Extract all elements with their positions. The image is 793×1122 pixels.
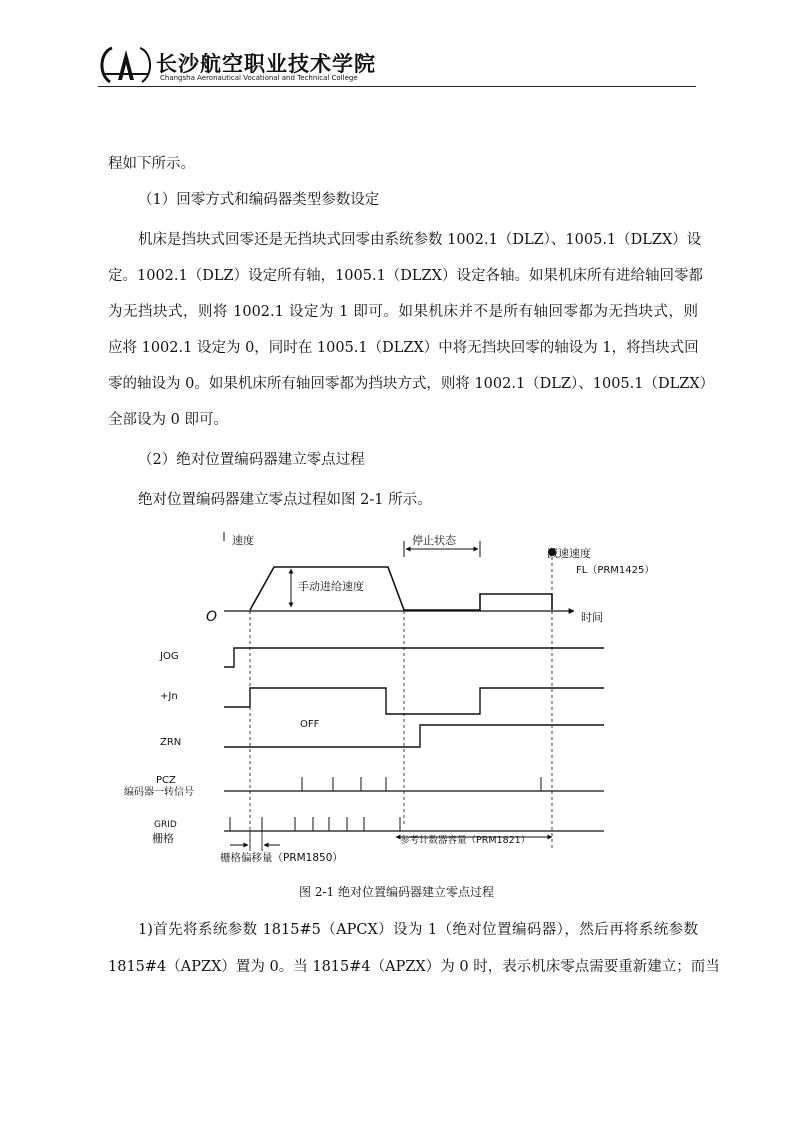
decel-speed-label: 减速速度	[547, 547, 591, 560]
zrn-signal	[224, 725, 604, 747]
grid-cn-label: 栅格	[152, 832, 174, 845]
section-heading-2: （2）绝对位置编码器建立零点过程	[138, 452, 365, 468]
paragraph-1: 程如下所示。	[108, 156, 195, 172]
paragraph-4-line-2: 1815#4（APZX）置为 0。当 1815#4（APZX）为 0 时，表示机床零点需要重新建立；而当	[108, 959, 720, 975]
college-logo-icon	[98, 44, 154, 84]
fl-param-label: FL（PRM1425）	[576, 565, 655, 576]
page-header	[98, 44, 696, 88]
jog-signal	[224, 648, 604, 667]
speed-axis-label: 速度	[232, 534, 254, 547]
manual-feed-label: 手动进给速度	[298, 580, 364, 593]
paragraph-2-line-2: 定。1002.1（DLZ）设定所有轴，1005.1（DLZX）设定各轴。如果机床所有进给轴回零都	[108, 268, 703, 284]
off-label: OFF	[300, 719, 320, 730]
plus-jn-signal	[224, 688, 604, 714]
paragraph-2-line-4: 应将 1002.1 设定为 0，同时在 1005.1（DLZX）中将无挡块回零的轴设为 1，将挡块式回	[108, 340, 699, 356]
pcz-signal-label: PCZ	[156, 775, 176, 786]
header-divider	[98, 86, 696, 87]
encoder-rev-label: 编码器一转信号	[124, 787, 194, 798]
zrn-signal-label: ZRN	[160, 737, 182, 748]
time-axis-label: 时间	[581, 611, 603, 624]
ref-counter-label: 参考计数器容量（PRM1821）	[400, 835, 531, 846]
jog-signal-label: JOG	[160, 651, 179, 662]
grid-signal-label: GRID	[154, 820, 177, 830]
college-name-cn: 长沙航空职业技术学院	[156, 52, 376, 76]
stop-state-label: 停止状态	[412, 534, 456, 547]
paragraph-2-line-5: 零的轴设为 0。如果机床所有轴回零都为挡块方式，则将 1002.1（DLZ）、1005.1（DLZX）	[108, 376, 715, 392]
college-name-en: Changsha Aeronautical Vocational and Technical College	[160, 74, 358, 82]
speed-profile	[250, 567, 552, 610]
paragraph-2-line-3: 为无挡块式，则将 1002.1 设定为 1 即可。如果机床并不是所有轴回零都为无挡块式，则	[108, 304, 698, 320]
origin-label: O	[206, 609, 218, 625]
section-heading-1: （1）回零方式和编码器类型参数设定	[138, 192, 380, 208]
plus-jn-signal-label: +Jn	[160, 691, 178, 702]
grid-shift-label: 栅格偏移量（PRM1850）	[220, 852, 343, 864]
paragraph-3: 绝对位置编码器建立零点过程如图 2-1 所示。	[138, 492, 432, 508]
paragraph-2-line-1: 机床是挡块式回零还是无挡块式回零由系统参数 1002.1（DLZ）、1005.1（DLZX）设	[138, 232, 702, 248]
figure-caption: 图 2-1 绝对位置编码器建立零点过程	[299, 885, 494, 899]
paragraph-2-line-6: 全部设为 0 即可。	[108, 412, 228, 428]
timing-diagram	[124, 527, 655, 872]
paragraph-4-line-1: 1)首先将系统参数 1815#5（APCX）设为 1（绝对位置编码器），然后再将系统参数	[138, 922, 698, 938]
